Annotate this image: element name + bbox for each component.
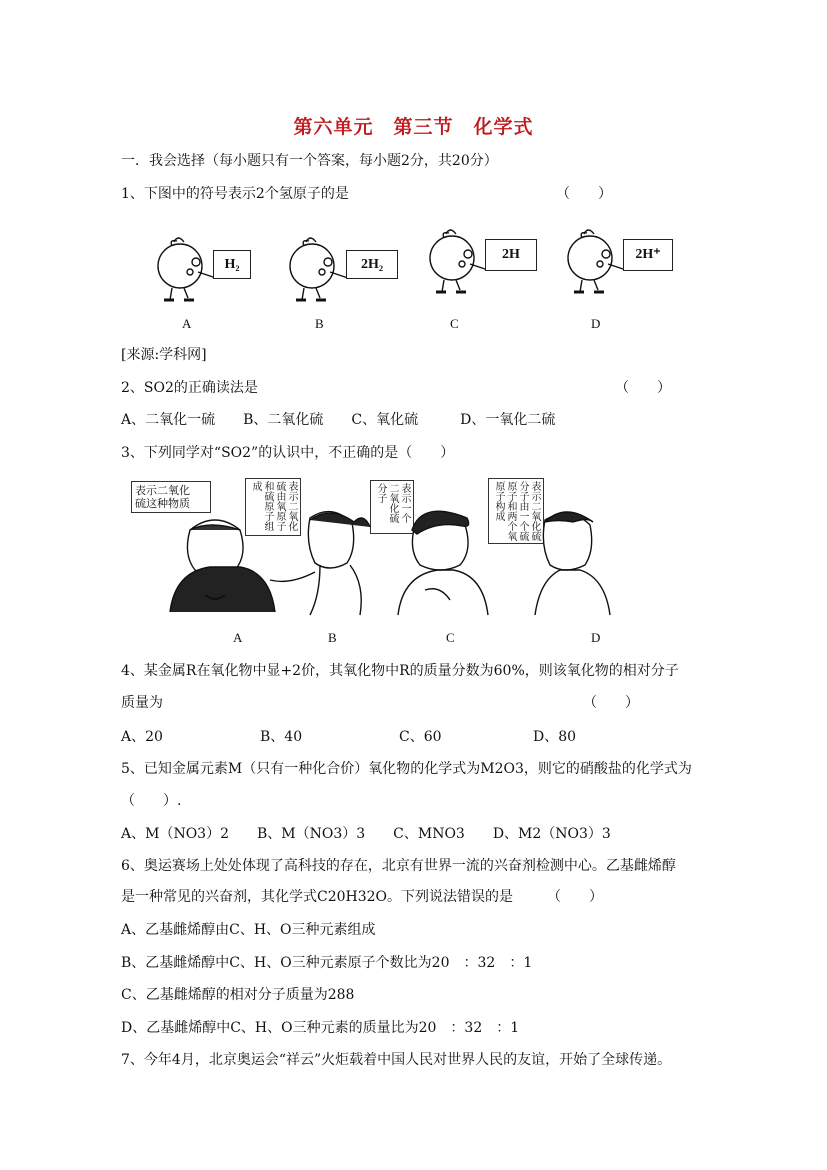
q4-option-d: D、80: [533, 729, 577, 745]
title-topic: 化学式: [473, 116, 534, 138]
q1-label-d: D: [591, 316, 601, 331]
q6-option-c: C、乙基雌烯醇的相对分子质量为288: [121, 987, 355, 1003]
q3-text: 3、下列同学对“SO2”的认识中，不正确的是（ ）: [121, 445, 455, 461]
q6-option-d: D、乙基雌烯醇中C、H、O三种元素的质量比为20 ：32 ：1: [121, 1020, 520, 1036]
q1-sign-c: 2H: [485, 239, 537, 271]
title-section: 第三节: [393, 116, 454, 138]
document-title: [0, 112, 827, 139]
q6-option-b: B、乙基雌烯醇中C、H、O三种元素原子个数比为20 ：32 ：1: [121, 955, 533, 971]
q6-option-a: A、乙基雌烯醇由C、H、O三种元素组成: [121, 922, 376, 938]
q6-line2: 是一种常见的兴奋剂，其化学式C20H32O。下列说法错误的是: [121, 889, 514, 905]
q3-figure: [150, 500, 630, 620]
q3-label-a: A: [233, 630, 243, 645]
q4-paren: （ ）: [583, 695, 639, 711]
q3-bubble-d: 表示二氧化硫分子由一个硫原子和两个氧原子构成: [488, 478, 544, 544]
q5-line1: 5、已知金属元素M（只有一种化合价）氧化物的化学式为M2O3，则它的硝酸盐的化学式为: [121, 761, 692, 777]
q4-option-a: A、20: [121, 729, 163, 745]
q1-sign-b: 2H₂: [346, 250, 398, 279]
q5-line2: （ ）.: [121, 793, 182, 809]
q1-sign-d: 2H⁺: [623, 239, 673, 271]
q1-paren: （ ）: [556, 186, 612, 202]
q1-sign-a: H₂: [213, 250, 251, 279]
q4-line1: 4、某金属R在氧化物中显+2价，其氧化物中R的质量分数为60%，则该氧化物的相对分子: [121, 663, 679, 679]
part1-heading: 一．我会选择（每小题只有一个答案，每小题2分，共20分）: [121, 153, 498, 169]
q3-label-b: B: [328, 630, 337, 645]
q1-label-b: B: [315, 316, 324, 331]
q4-line2: 质量为: [121, 695, 163, 711]
title-unit: 第六单元: [293, 116, 374, 138]
q4-option-b: B、40: [260, 729, 303, 745]
q4-option-c: C、60: [399, 729, 442, 745]
q5-options: A、M（NO3）2 B、M（NO3）3 C、MNO3 D、M2（NO3）3: [121, 826, 611, 842]
q7-text: 7、今年4月，北京奥运会“祥云”火炬载着中国人民对世界人民的友谊，开始了全球传递。: [121, 1052, 672, 1068]
q2-options: A、二氧化一硫 B、二氧化硫 C、氧化硫 D、一氧化二硫: [121, 412, 556, 428]
q3-bubble-b: 表示二氧化硫由氧原子和硫原子组成: [245, 478, 301, 536]
q2-text: 2、SO2的正确读法是: [121, 380, 258, 396]
q3-label-c: C: [446, 630, 455, 645]
q1-label-a: A: [182, 316, 192, 331]
q6-paren: （ ）: [547, 889, 603, 905]
q1-text: 1、下图中的符号表示2个氢原子的是: [121, 186, 349, 202]
q3-label-d: D: [591, 630, 601, 645]
source-note: [来源:学科网]: [121, 347, 207, 363]
q1-label-c: C: [450, 316, 459, 331]
q2-paren: （ ）: [615, 380, 671, 396]
q3-bubble-a: 表示二氧化 硫这种物质: [131, 481, 211, 513]
q3-bubble-c: 表示一个二氧化硫分子: [370, 480, 414, 534]
q6-line1: 6、奥运赛场上处处体现了高科技的存在，北京有世界一流的兴奋剂检测中心。乙基雌烯醇: [121, 858, 676, 874]
